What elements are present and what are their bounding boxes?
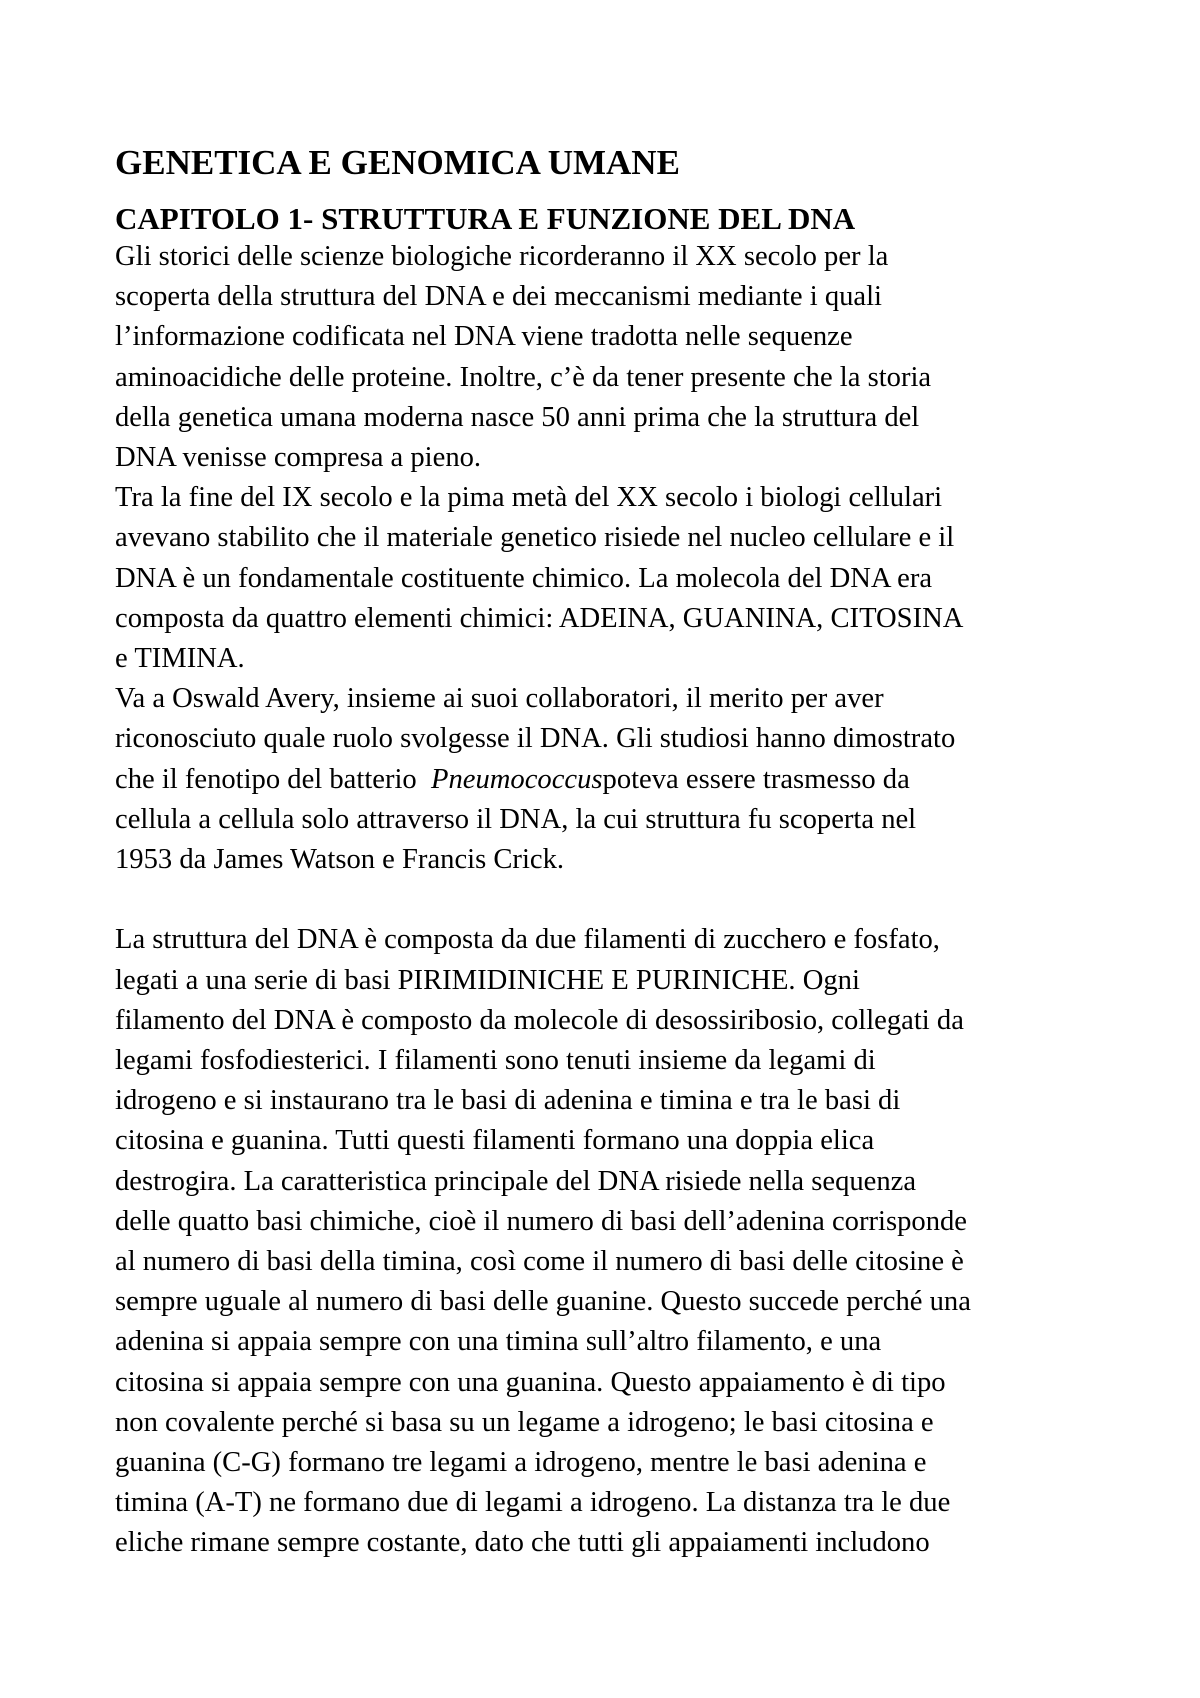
document-title: GENETICA E GENOMICA UMANE — [115, 143, 680, 182]
text-line: Gli storici delle scienze biologiche ricorderanno il XX secolo per la — [115, 241, 889, 272]
chapter-title: CAPITOLO 1- STRUTTURA E FUNZIONE DEL DNA — [115, 201, 856, 236]
text-line: Tra la fine del IX secolo e la pima metà del XX secolo i biologi cellulari — [115, 482, 943, 514]
document-body — [115, 143, 1115, 1564]
text-segment: che il fenotipo del batterio — [115, 763, 432, 795]
paragraph-1 — [115, 237, 1115, 478]
text-line-with-italic — [115, 760, 1115, 800]
text-line: adenina si appaia sempre con una timina sull’altro filamento, e una — [115, 1326, 882, 1358]
text-line: sempre uguale al numero di basi delle guanine. Questo succede perché una — [115, 1286, 971, 1318]
text-line: non covalente perché si basa su un legame a idrogeno; le basi citosina e — [115, 1406, 934, 1438]
text-line: scoperta della struttura del DNA e dei meccanismi mediante i quali — [115, 281, 883, 313]
text-line: riconosciuto quale ruolo svolgesse il DNA. Gli studiosi hanno dimostrato — [115, 723, 956, 755]
text-line: 1953 da James Watson e Francis Crick. — [115, 844, 565, 876]
text-line: delle quatto basi chimiche, cioè il numero di basi dell’adenina corrisponde — [115, 1205, 967, 1237]
text-line: e TIMINA. — [115, 643, 245, 675]
text-line: timina (A-T) ne formano due di legami a idrogeno. La distanza tra le due — [115, 1487, 951, 1519]
text-line: destrogira. La caratteristica principale del DNA risiede nella sequenza — [115, 1165, 917, 1197]
paragraph-3 — [115, 679, 1115, 880]
text-line: citosina e guanina. Tutti questi filamenti formano una doppia elica — [115, 1125, 875, 1157]
text-line: La struttura del DNA è composta da due filamenti di zucchero e fosfato, — [115, 924, 940, 956]
text-line: composta da quattro elementi chimici: ADEINA, GUANINA, CITOSINA — [115, 602, 964, 634]
text-line: cellula a cellula solo attraverso il DNA, la cui struttura fu scoperta nel — [115, 803, 917, 835]
text-line: l’informazione codificata nel DNA viene tradotta nelle sequenze — [115, 321, 853, 353]
text-line: idrogeno e si instaurano tra le basi di adenina e timina e tra le basi di — [115, 1085, 901, 1117]
paragraph-2 — [115, 478, 1115, 679]
italic-term: Pneumococcus — [431, 763, 603, 795]
text-line: filamento del DNA è composto da molecole di desossiribosio, collegati da — [115, 1004, 964, 1036]
text-segment: poteva essere trasmesso da — [602, 763, 910, 795]
text-line: aminoacidiche delle proteine. Inoltre, c’è da tener presente che la storia — [115, 361, 932, 393]
text-line: legati a una serie di basi PIRIMIDINICHE E PURINICHE. Ogni — [115, 964, 860, 996]
text-line: citosina si appaia sempre con una guanina. Questo appaiamento è di tipo — [115, 1366, 946, 1398]
paragraph-4 — [115, 920, 1115, 1563]
text-line: DNA è un fondamentale costituente chimico. La molecola del DNA era — [115, 562, 933, 594]
text-line: guanina (C-G) formano tre legami a idrogeno, mentre le basi adenina e — [115, 1447, 927, 1479]
text-line: della genetica umana moderna nasce 50 anni prima che la struttura del — [115, 401, 920, 433]
text-line: legami fosfodiesterici. I filamenti sono tenuti insieme da legami di — [115, 1045, 876, 1077]
text-line: DNA venisse compresa a pieno. — [115, 442, 482, 474]
blank-line — [115, 880, 1115, 920]
text-line: Va a Oswald Avery, insieme ai suoi collaboratori, il merito per aver — [115, 683, 884, 715]
text-line: eliche rimane sempre costante, dato che tutti gli appaiamenti includono — [115, 1527, 930, 1559]
text-line: avevano stabilito che il materiale genetico risiede nel nucleo cellulare e il — [115, 522, 955, 554]
text-line: al numero di basi della timina, così come il numero di basi delle citosine è — [115, 1246, 964, 1278]
